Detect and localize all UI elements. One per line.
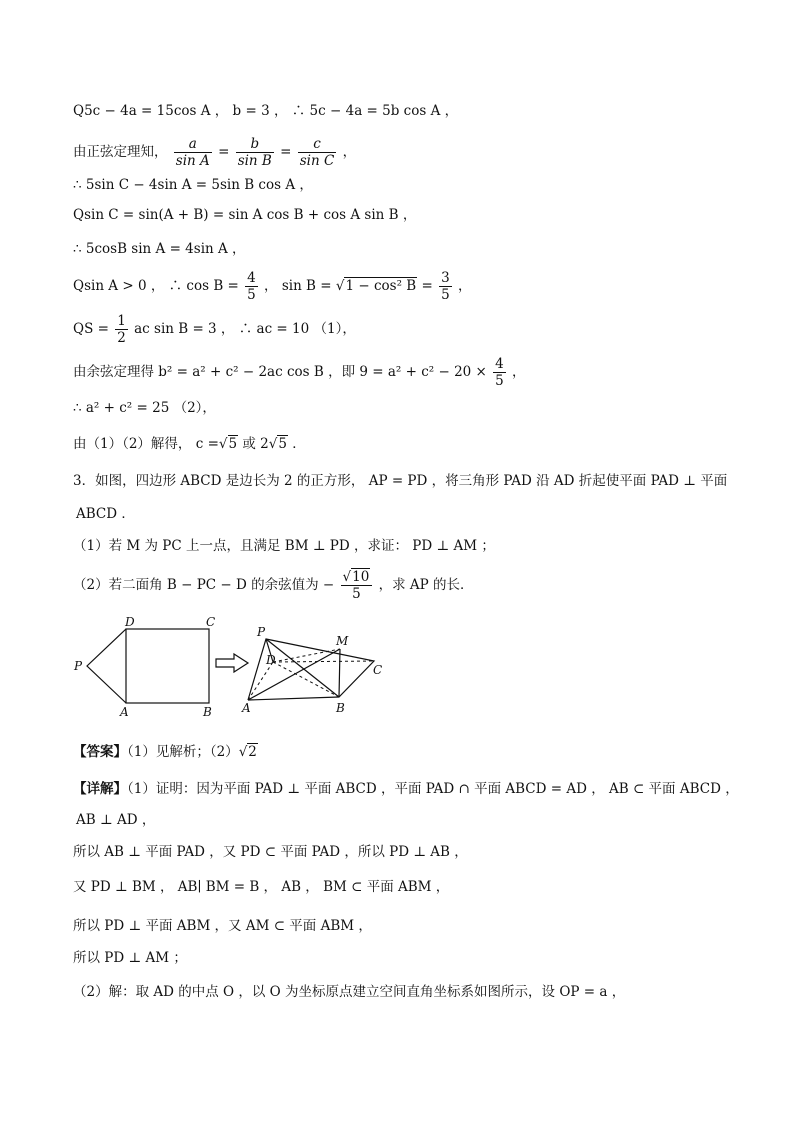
label-p: P	[74, 659, 83, 673]
text: （2）若二面角 B − PC − D 的余弦值为 −	[73, 577, 335, 593]
denominator: 5	[495, 373, 504, 389]
label-a: A	[242, 701, 251, 715]
solution-line-5: ∴ 5cosB sin A = 4sin A ，	[73, 241, 246, 257]
solution-line-1: Q5c − 4a = 15cos A ， b = 3 ， ∴ 5c − 4a = 5b cos A ，	[73, 103, 459, 119]
text: ，	[512, 364, 526, 380]
square-abcd	[126, 629, 209, 703]
label-p: P	[257, 625, 266, 639]
question-3-part-1: （1）若 M 为 PC 上一点，且满足 BM ⊥ PD ，求证： PD ⊥ AM ；	[73, 538, 495, 554]
detail-line-5: 所以 PD ⊥ 平面 ABM ，又 AM ⊂ 平面 ABM ，	[73, 918, 372, 934]
detail-line-6: 所以 PD ⊥ AM ；	[73, 950, 187, 966]
text: ，求 AP 的长．	[378, 577, 474, 593]
denominator: 5	[247, 287, 256, 303]
answer-line: 【答案】（1）见解析；（2）√2	[73, 744, 257, 760]
radicand: 2	[248, 744, 257, 760]
text: ．	[292, 436, 306, 452]
solution-line-3: ∴ 5sin C − 4sin A = 5sin B cos A ，	[73, 177, 313, 193]
fraction	[115, 313, 128, 346]
detail-line-7: （2）解：取 AD 的中点 O ，以 O 为坐标原点建立空间直角坐标系如图所示，设 OP = a ，	[73, 984, 626, 1000]
detail-tag: 【详解】	[73, 781, 127, 797]
fraction	[298, 136, 337, 169]
text: Qsin A > 0 ， ∴ cos B =	[73, 278, 239, 294]
solution-line-7	[73, 313, 356, 346]
denominator: sin B	[237, 153, 272, 169]
question-3-stem: 3．如图，四边形 ABCD 是边长为 2 的正方形， AP = PD ，将三角形 PAD 沿 AD 折起使平面 PAD ⊥ 平面	[73, 473, 728, 489]
outline	[248, 639, 374, 700]
text: ，	[342, 144, 357, 160]
folded-pyramid-figure	[248, 639, 374, 700]
label-d: D	[125, 615, 135, 629]
question-3-stem-cont: ABCD ．	[76, 506, 135, 522]
text: （1）证明：因为平面 PAD ⊥ 平面 ABCD ，平面 PAD ∩ 平面 ABCD = AD ， AB ⊂ 平面 ABCD ，	[127, 781, 739, 797]
numerator: 4	[247, 270, 256, 286]
detail-line-3: 所以 AB ⊥ 平面 PAD ，又 PD ⊂ 平面 PAD ，所以 PD ⊥ AB ，	[73, 844, 468, 860]
text: QS =	[73, 321, 109, 337]
fraction	[174, 136, 212, 169]
label-d: D	[266, 653, 276, 667]
radicand: 5	[278, 436, 287, 452]
fraction	[236, 136, 274, 169]
fraction	[439, 270, 452, 303]
radicand: 1 − cos² B	[345, 278, 417, 294]
denominator: 5	[441, 287, 450, 303]
solution-line-2: 由正弦定理知， $\frac{a}{\text{sin A}}$ = $\frac{b}{\text{sin B}}$ = $\frac{c}{\text{sin C}}$ ，	[73, 136, 357, 169]
numerator: c	[298, 136, 337, 153]
solution-line-8	[73, 356, 526, 389]
label-c: C	[373, 663, 383, 677]
flat-square-figure	[87, 629, 209, 703]
numerator: √10	[341, 569, 373, 586]
edge-am	[248, 649, 340, 700]
label-m: M	[336, 634, 349, 648]
numerator: a	[174, 136, 212, 153]
fraction	[245, 270, 258, 303]
denominator: sin A	[175, 153, 210, 169]
numerator: b	[236, 136, 274, 153]
text: （1）见解析；（2）	[127, 744, 239, 760]
text: ， sin B =	[264, 278, 332, 294]
edge-bm	[339, 649, 340, 697]
label-a: A	[120, 705, 129, 719]
text: ac sin B = 3 ， ∴ ac = 10 （1），	[134, 321, 356, 337]
denominator: 5	[352, 586, 361, 602]
text: 由（1）（2）解得， c =	[73, 436, 219, 452]
question-3-part-2	[73, 569, 474, 602]
edge-pb	[266, 639, 339, 697]
fraction	[341, 569, 373, 602]
denominator: 2	[117, 330, 126, 346]
solution-line-9: ∴ a² + c² = 25 （2），	[73, 400, 216, 416]
label-b: B	[203, 705, 212, 719]
label-c: C	[206, 615, 216, 629]
arrow-icon	[216, 654, 248, 672]
radicand: 5	[228, 436, 238, 452]
numerator: 3	[441, 270, 450, 286]
text: ，	[458, 278, 472, 294]
detail-line-4: 又 PD ⊥ BM ， AB∣ BM = B ， AB ， BM ⊂ 平面 ABM ，	[73, 879, 450, 895]
denominator: sin C	[299, 153, 335, 169]
numerator: 4	[495, 356, 504, 372]
label-b: B	[336, 701, 345, 715]
radicand: 10	[352, 569, 370, 585]
triangle-pad	[87, 629, 126, 703]
solution-line-6: Qsin A > 0 ， ∴ cos B = $\frac{4}{5}$ ， sin B = √1 − cos² B = $\frac{3}{5}$ ，	[73, 270, 472, 303]
solution-line-4: Qsin C = sin(A + B) = sin A cos B + cos A sin B ，	[73, 207, 417, 223]
text: =	[421, 278, 433, 294]
answer-tag: 【答案】	[73, 744, 127, 760]
fraction	[493, 356, 506, 389]
detail-line-2: AB ⊥ AD ，	[76, 812, 156, 828]
text: 由余弦定理得 b² = a² + c² − 2ac cos B ，即 9 = a² + c² − 20 ×	[73, 364, 487, 380]
geometry-figure	[70, 612, 400, 724]
detail-line-1	[73, 779, 739, 799]
text: 由正弦定理知，	[73, 144, 168, 160]
numerator: 1	[117, 313, 126, 329]
solution-line-10: 由（1）（2）解得， c =√5 或 2√5 ．	[73, 436, 306, 452]
text: 或 2	[242, 436, 269, 452]
